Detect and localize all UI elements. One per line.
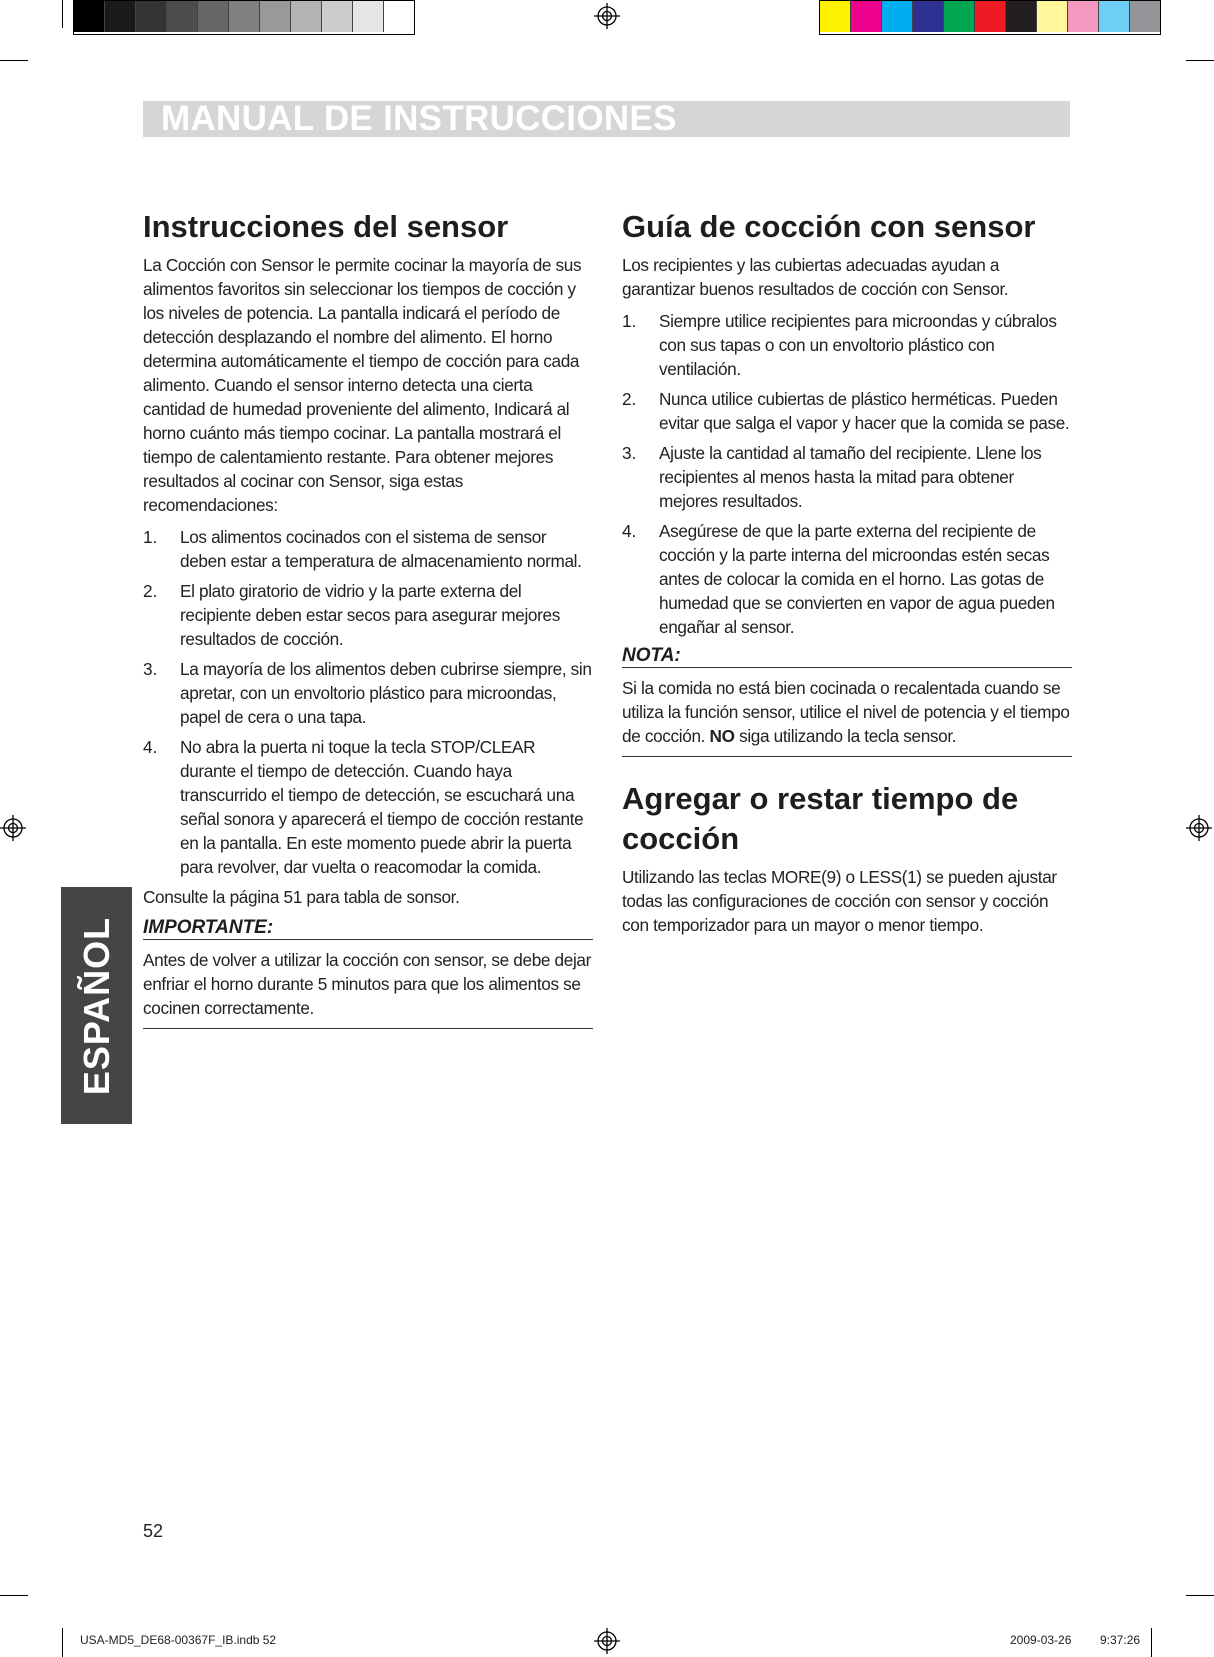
color-swatch <box>105 1 136 32</box>
registration-mark-icon <box>1186 815 1212 841</box>
color-swatch <box>913 1 944 32</box>
crop-mark <box>1151 1628 1152 1657</box>
color-swatch <box>353 1 384 32</box>
important-text: Antes de volver a utilizar la cocción con sensor, se debe dejar enfriar el horno durante 5 minutos para que los alimentos se cocinen correctamente. <box>143 950 592 1018</box>
color-swatch <box>167 1 198 32</box>
color-swatch <box>1006 1 1037 32</box>
color-swatch <box>291 1 322 32</box>
list-item-number: 3. <box>622 443 637 463</box>
crop-mark <box>62 0 63 28</box>
list-item-text: Siempre utilice recipientes para microondas y cúbralos con sus tapas o con un envoltorio plástico con ventilación. <box>659 311 1057 379</box>
adjust-time-heading: Agregar o restar tiempo de cocción <box>622 781 1019 856</box>
sensor-instructions-list <box>143 525 593 879</box>
nota-box <box>622 645 1072 757</box>
list-item <box>143 657 593 729</box>
color-swatch <box>322 1 353 32</box>
list-item-number: 4. <box>143 737 158 757</box>
color-swatch <box>1068 1 1099 32</box>
page-number: 52 <box>143 1521 164 1541</box>
list-item-text: Asegúrese de que la parte externa del recipiente de cocción y la parte interna del microondas estén secas antes de colocar la comida en el horno. Las gotas de humedad que se convierten en vapor de agua pueden engañar al sensor. <box>659 521 1055 637</box>
nota-bold-no: NO <box>709 726 735 746</box>
list-item-text: No abra la puerta ni toque la tecla STOP/CLEAR durante el tiempo de detección. Cuando haya transcurrido el tiempo de detección, se escuchará una señal sonora y aparecerá el tiempo de cocción restante en la pantalla. En este momento puede abrir la puerta para revolver, dar vuelta o reacomodar la comida. <box>180 737 584 877</box>
list-item-text: Los alimentos cocinados con el sistema de sensor deben estar a temperatura de almacenamiento normal. <box>180 527 582 571</box>
slug-filename: USA-MD5_DE68-00367F_IB.indb 52 <box>80 1633 277 1647</box>
list-item <box>143 579 593 651</box>
registration-mark-icon <box>594 3 620 29</box>
nota-title: NOTA: <box>622 645 1072 668</box>
list-item-text: Nunca utilice cubiertas de plástico herméticas. Pueden evitar que salga el vapor y hacer que la comida se pase. <box>659 389 1070 433</box>
nota-text-after: siga utilizando la tecla sensor. <box>739 726 957 746</box>
slug-time: 9:37:26 <box>1100 1633 1141 1647</box>
consult-note: Consulte la página 51 para tabla de sonsor. <box>143 887 460 907</box>
grayscale-swatch-strip <box>73 0 415 35</box>
crop-mark <box>0 1595 28 1596</box>
color-swatch <box>260 1 291 32</box>
important-title: IMPORTANTE: <box>143 917 593 940</box>
list-item <box>143 735 593 879</box>
crop-mark <box>62 1628 63 1657</box>
color-swatch-strip <box>819 0 1161 35</box>
color-swatch <box>820 1 851 32</box>
important-box <box>143 917 593 1029</box>
nota-text <box>622 676 1072 748</box>
list-item <box>622 387 1072 435</box>
list-item-number: 1. <box>143 527 158 547</box>
list-item-number: 2. <box>143 581 158 601</box>
crop-mark <box>1186 1595 1214 1596</box>
color-swatch <box>851 1 882 32</box>
color-swatch <box>944 1 975 32</box>
list-item-number: 4. <box>622 521 637 541</box>
color-swatch <box>229 1 260 32</box>
list-item-number: 3. <box>143 659 158 679</box>
language-tab-label: ESPAÑOL <box>75 916 117 1095</box>
registration-mark-icon <box>0 815 26 841</box>
list-item-text: Ajuste la cantidad al tamaño del recipiente. Llene los recipientes al menos hasta la mitad para obtener mejores resultados. <box>659 443 1042 511</box>
color-swatch <box>1037 1 1068 32</box>
sensor-guide-intro: Los recipientes y las cubiertas adecuadas ayudan a garantizar buenos resultados de cocción con Sensor. <box>622 255 1009 299</box>
header-band <box>143 101 1070 137</box>
nota-text-before: Si la comida no está bien cocinada o recalentada cuando se utiliza la función sensor, utilice el nivel de potencia y el tiempo de cocción. <box>622 678 1070 746</box>
crop-mark <box>0 60 28 61</box>
list-item-number: 2. <box>622 389 637 409</box>
adjust-time-text: Utilizando las teclas MORE(9) o LESS(1) se pueden ajustar todas las configuraciones de cocción con sensor y cocción con temporizador para un mayor o menor tiempo. <box>622 867 1057 935</box>
sensor-guide-heading: Guía de cocción con sensor <box>622 209 1036 244</box>
crop-mark <box>1186 60 1214 61</box>
color-swatch <box>1099 1 1130 32</box>
slug-date: 2009-03-26 <box>1010 1633 1072 1647</box>
list-item <box>622 309 1072 381</box>
color-swatch <box>1130 1 1160 32</box>
sensor-instructions-heading: Instrucciones del sensor <box>143 209 509 244</box>
sensor-guide-list <box>622 309 1072 639</box>
list-item <box>143 525 593 573</box>
color-swatch <box>74 1 105 32</box>
registration-mark-icon <box>594 1628 620 1654</box>
color-swatch <box>136 1 167 32</box>
left-column <box>143 207 593 1029</box>
list-item <box>622 441 1072 513</box>
list-item-number: 1. <box>622 311 637 331</box>
list-item <box>622 519 1072 639</box>
right-column <box>622 207 1072 945</box>
language-tab <box>61 887 132 1124</box>
list-item-text: La mayoría de los alimentos deben cubrirse siempre, sin apretar, con un envoltorio plástico para microondas, papel de cera o una tapa. <box>180 659 592 727</box>
color-swatch <box>384 1 414 32</box>
list-item-text: El plato giratorio de vidrio y la parte externa del recipiente deben estar secos para asegurar mejores resultados de cocción. <box>180 581 560 649</box>
color-swatch <box>882 1 913 32</box>
color-swatch <box>975 1 1006 32</box>
color-swatch <box>198 1 229 32</box>
manual-title: MANUAL DE INSTRUCCIONES <box>161 99 677 138</box>
sensor-instructions-intro: La Cocción con Sensor le permite cocinar la mayoría de sus alimentos favoritos sin seleccionar los tiempos de cocción y los niveles de potencia. La pantalla indicará el período de detección desplazando el nombre del alimento. El horno determina automáticamente el tiempo de cocción para cada alimento. Cuando el sensor interno detecta una cierta cantidad de humedad proveniente del alimento, Indicará al horno cuánto más tiempo cocinar. La pantalla mostrará el tiempo de calentamiento restante. Para obtener mejores resultados al cocinar con Sensor, siga estas recomendaciones: <box>143 255 582 515</box>
